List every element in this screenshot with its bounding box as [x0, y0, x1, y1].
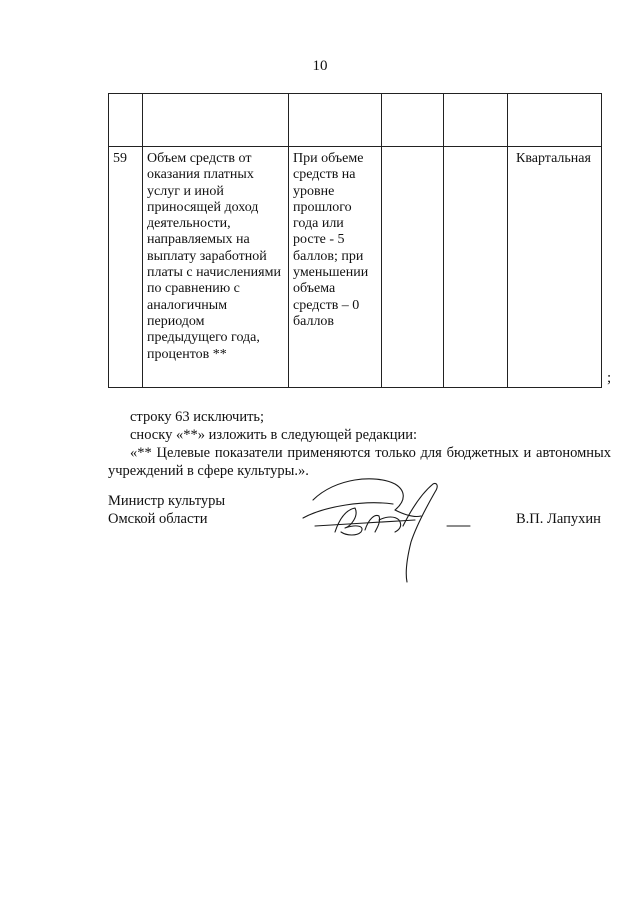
handwritten-signature — [295, 470, 485, 590]
table-cell-empty — [382, 147, 444, 388]
table-cell-criteria — [289, 147, 382, 388]
paragraph-footnote-intro: сноску «**» изложить в следующей редакции: — [130, 427, 418, 443]
signer-name: В.П. Лапухин — [516, 511, 601, 527]
table-cell — [508, 94, 602, 147]
table-cell — [289, 94, 382, 147]
table-cell-number — [109, 147, 143, 388]
table-row-59 — [109, 147, 602, 388]
paragraph-footnote-text: «** Целевые показатели применяются только для бюджетных и автономных учреждений в сфере культуры.». — [108, 445, 611, 479]
signatory-position-line2: Омской области — [108, 511, 208, 527]
table-cell-empty — [444, 147, 508, 388]
table-cell-frequency — [508, 147, 602, 388]
table-trailing-semicolon: ; — [607, 370, 612, 386]
frequency-text: Квартальная — [516, 151, 591, 166]
indicators-table — [108, 93, 602, 388]
table-cell — [382, 94, 444, 147]
page-number: 10 — [312, 58, 328, 74]
table-cell — [143, 94, 289, 147]
criteria-text: При объеме средств на уровне прошлого года или росте - 5 баллов; при уменьшении объема средств – 0 баллов — [293, 151, 369, 329]
signatory-position — [108, 492, 225, 528]
row-number: 59 — [113, 151, 127, 166]
table-cell-indicator — [143, 147, 289, 388]
paragraph-remove-line: строку 63 исключить; — [130, 409, 265, 425]
indicator-text: Объем средств от оказания платных услуг и иной приносящей доход деятельности, направляемых на выплату заработной платы с начислениями по сравнению с аналогичным периодом предыдущего года, процентов ** — [147, 151, 281, 362]
table-cell — [109, 94, 143, 147]
table-row-empty — [109, 94, 602, 147]
table-cell — [444, 94, 508, 147]
signatory-position-line1: Министр культуры — [108, 493, 226, 509]
